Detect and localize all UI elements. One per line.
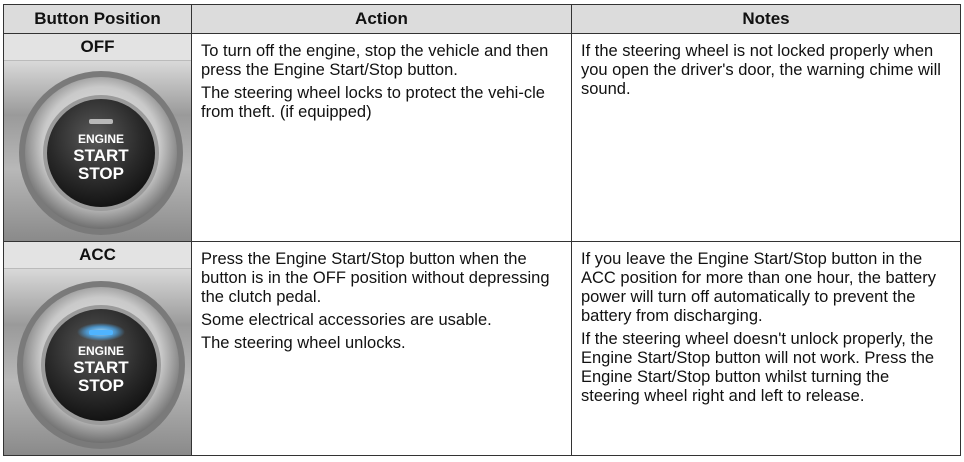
notes-text-acc-2: If the steering wheel doesn't unlock properly, the Engine Start/Stop button will not work. Press the Engine Start/Stop button whilst turning the steering wheel right and left to release. xyxy=(581,330,935,405)
action-text-acc-1: Press the Engine Start/Stop button when the button is in the OFF position without depressing the clutch pedal. xyxy=(201,250,550,306)
indicator-light xyxy=(89,119,113,124)
table-row-acc xyxy=(4,242,961,456)
action-cell-off xyxy=(192,34,572,242)
position-label-acc: ACC xyxy=(4,242,191,269)
action-text-acc-2: Some electrical accessories are usable. xyxy=(201,311,492,329)
action-cell-acc xyxy=(192,242,572,456)
engine-button-image-off xyxy=(4,61,191,241)
header-button-position: Button Position xyxy=(4,5,192,34)
button-text-line3: STOP xyxy=(78,376,124,395)
indicator-light xyxy=(89,330,113,335)
table-row-off xyxy=(4,34,961,242)
table-header-row xyxy=(4,5,961,34)
action-text-off-2: The steering wheel locks to protect the vehi-cle from theft. (if equipped) xyxy=(201,84,545,121)
action-text-off-1: To turn off the engine, stop the vehicle and then press the Engine Start/Stop button. xyxy=(201,42,549,79)
button-position-table xyxy=(3,4,961,456)
button-text-line3: STOP xyxy=(78,164,124,183)
button-text-line1: ENGINE xyxy=(77,344,125,358)
engine-start-stop-button-icon xyxy=(4,61,191,241)
button-text-line2: START xyxy=(73,146,129,165)
header-notes: Notes xyxy=(572,5,961,34)
notes-cell-off xyxy=(572,34,961,242)
position-label-off: OFF xyxy=(4,34,191,61)
button-text-line2: START xyxy=(73,358,129,377)
engine-start-stop-button-lit-icon xyxy=(4,269,191,455)
position-cell-off xyxy=(4,34,192,242)
notes-text-off-1: If the steering wheel is not locked properly when you open the driver's door, the warning chime will sound. xyxy=(581,42,941,98)
notes-cell-acc xyxy=(572,242,961,456)
header-action: Action xyxy=(192,5,572,34)
engine-button-image-acc xyxy=(4,269,191,455)
position-cell-acc xyxy=(4,242,192,456)
button-text-line1: ENGINE xyxy=(77,132,125,146)
notes-text-acc-1: If you leave the Engine Start/Stop button in the ACC position for more than one hour, the battery power will turn off automatically to prevent the battery from discharging. xyxy=(581,250,936,325)
action-text-acc-3: The steering wheel unlocks. xyxy=(201,334,406,352)
